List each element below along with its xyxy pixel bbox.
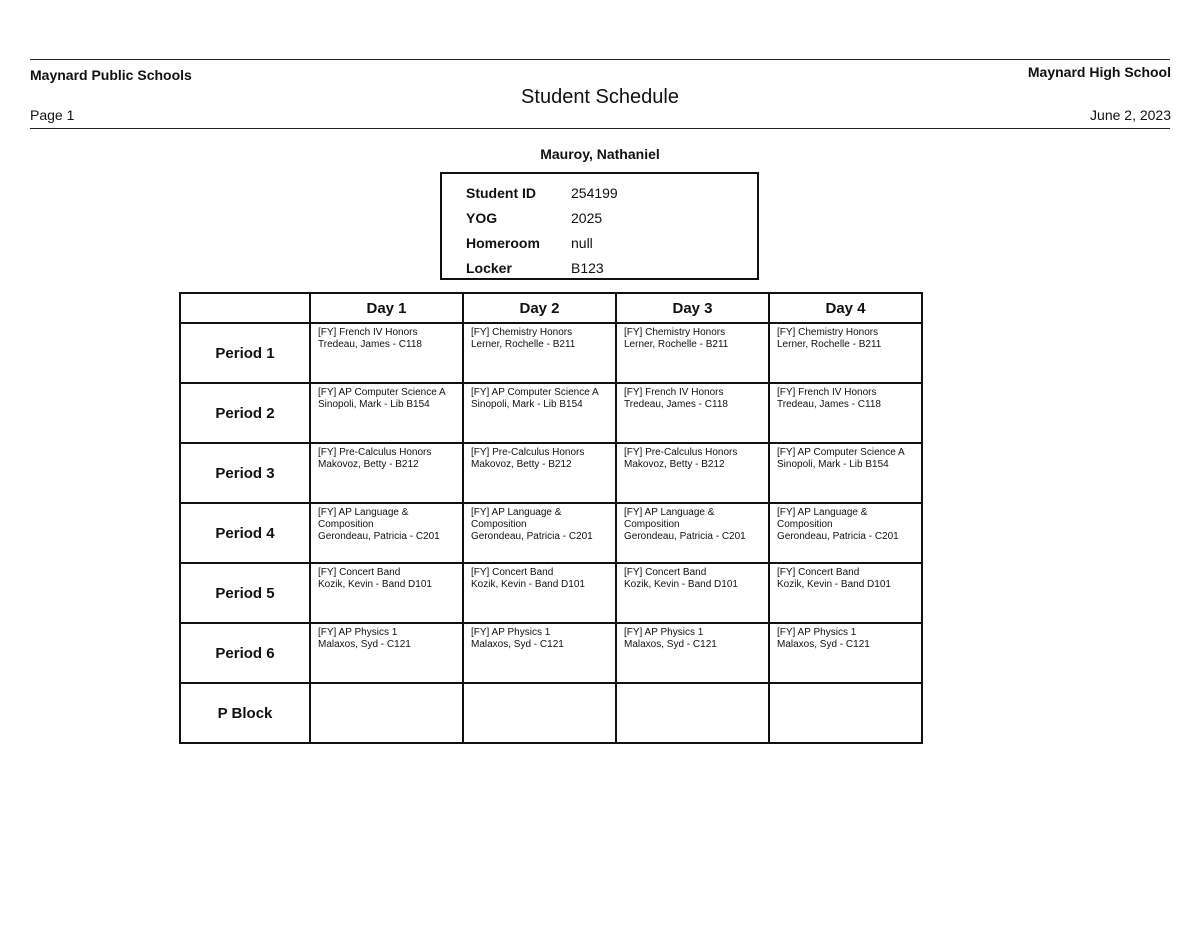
course-name: [FY] French IV Honors: [318, 327, 418, 338]
schedule-cell: [310, 623, 463, 683]
class-entry: [617, 504, 768, 543]
teacher-room: Lerner, Rochelle - B211: [624, 339, 729, 350]
course-name: [FY] Pre-Calculus Honors: [624, 447, 738, 458]
schedule-cell: [769, 563, 922, 623]
course-name: [FY] Chemistry Honors: [471, 327, 573, 338]
period-label: Period 5: [180, 563, 310, 623]
schedule-cell: [310, 683, 463, 743]
course-name: [FY] AP Physics 1: [471, 627, 551, 638]
class-entry: [617, 324, 768, 351]
course-name: [FY] Concert Band: [471, 567, 554, 578]
period-row: [180, 623, 922, 683]
teacher-room: Gerondeau, Patricia - C201: [471, 531, 593, 542]
schedule-cell: [463, 623, 616, 683]
schedule-cell: [310, 443, 463, 503]
day-header: Day 4: [769, 293, 922, 323]
schedule-cell: [616, 323, 769, 383]
teacher-room: Makovoz, Betty - B212: [318, 459, 419, 470]
page-title: Student Schedule: [521, 86, 679, 108]
class-entry: [311, 684, 462, 687]
schedule-body: [180, 323, 922, 743]
class-entry: [311, 384, 462, 411]
class-entry: [311, 624, 462, 651]
period-label: Period 2: [180, 383, 310, 443]
class-entry: [770, 384, 921, 411]
course-name: [FY] AP Physics 1: [777, 627, 857, 638]
schedule-cell: [769, 683, 922, 743]
school-name: Maynard High School: [1027, 64, 1171, 80]
schedule-cell: [616, 563, 769, 623]
period-row: [180, 323, 922, 383]
schedule-cell: [463, 323, 616, 383]
class-entry: [617, 684, 768, 687]
course-name: [FY] French IV Honors: [777, 387, 877, 398]
teacher-room: Malaxos, Syd - C121: [471, 639, 564, 650]
homeroom-value: null: [571, 235, 593, 251]
course-name: [FY] Concert Band: [318, 567, 401, 578]
class-entry: [617, 564, 768, 591]
class-entry: [464, 384, 615, 411]
teacher-room: Malaxos, Syd - C121: [624, 639, 717, 650]
course-name: [FY] AP Language & Composition: [471, 507, 562, 530]
header-bottom-rule: [30, 128, 1170, 129]
student-info-box: [440, 172, 759, 280]
class-entry: [617, 444, 768, 471]
course-name: [FY] AP Language & Composition: [624, 507, 715, 530]
period-label: Period 6: [180, 623, 310, 683]
class-entry: [464, 684, 615, 687]
student-id-value: 254199: [571, 185, 618, 201]
teacher-room: Gerondeau, Patricia - C201: [777, 531, 899, 542]
course-name: [FY] AP Physics 1: [624, 627, 704, 638]
course-name: [FY] Pre-Calculus Honors: [471, 447, 585, 458]
class-entry: [311, 444, 462, 471]
day-header: Day 2: [463, 293, 616, 323]
schedule-cell: [463, 503, 616, 563]
locker-value: B123: [571, 260, 604, 276]
schedule-cell: [616, 443, 769, 503]
schedule-cell: [463, 443, 616, 503]
teacher-room: Tredeau, James - C118: [777, 399, 881, 410]
schedule-cell: [769, 623, 922, 683]
yog-value: 2025: [571, 210, 603, 226]
class-entry: [464, 624, 615, 651]
course-name: [FY] French IV Honors: [624, 387, 724, 398]
schedule-cell: [769, 323, 922, 383]
schedule-cell: [310, 563, 463, 623]
teacher-room: Gerondeau, Patricia - C201: [318, 531, 440, 542]
class-entry: [770, 504, 921, 543]
course-name: [FY] Concert Band: [777, 567, 860, 578]
field-label: Locker: [466, 260, 512, 276]
schedule-cell: [463, 383, 616, 443]
course-name: [FY] Chemistry Honors: [777, 327, 879, 338]
field-label: Homeroom: [466, 235, 540, 251]
teacher-room: Malaxos, Syd - C121: [777, 639, 870, 650]
period-row: [180, 683, 922, 743]
teacher-room: Lerner, Rochelle - B211: [471, 339, 576, 350]
course-name: [FY] AP Physics 1: [318, 627, 398, 638]
class-entry: [770, 324, 921, 351]
period-row: [180, 383, 922, 443]
period-label: P Block: [180, 683, 310, 743]
class-entry: [617, 384, 768, 411]
course-name: [FY] Concert Band: [624, 567, 707, 578]
class-entry: [617, 624, 768, 651]
class-entry: [464, 444, 615, 471]
teacher-room: Sinopoli, Mark - Lib B154: [777, 459, 889, 470]
period-label: Period 3: [180, 443, 310, 503]
student-name: Mauroy, Nathaniel: [540, 146, 660, 162]
report-date: June 2, 2023: [1090, 107, 1171, 123]
period-row: [180, 563, 922, 623]
teacher-room: Kozik, Kevin - Band D101: [318, 579, 432, 590]
schedule-cell: [769, 503, 922, 563]
period-label: Period 1: [180, 323, 310, 383]
schedule-cell: [463, 563, 616, 623]
course-name: [FY] AP Computer Science A: [777, 447, 905, 458]
class-entry: [464, 564, 615, 591]
teacher-room: Kozik, Kevin - Band D101: [471, 579, 585, 590]
class-entry: [311, 504, 462, 543]
page-number: Page 1: [30, 107, 75, 123]
district-name: Maynard Public Schools: [30, 67, 192, 83]
teacher-room: Tredeau, James - C118: [318, 339, 422, 350]
period-row: [180, 443, 922, 503]
period-label: Period 4: [180, 503, 310, 563]
schedule-cell: [463, 683, 616, 743]
schedule-cell: [616, 623, 769, 683]
field-label: YOG: [466, 210, 498, 226]
teacher-room: Gerondeau, Patricia - C201: [624, 531, 746, 542]
teacher-room: Makovoz, Betty - B212: [624, 459, 725, 470]
course-name: [FY] AP Language & Composition: [777, 507, 868, 530]
schedule-table: [179, 292, 923, 744]
period-row: [180, 503, 922, 563]
schedule-cell: [769, 383, 922, 443]
course-name: [FY] Pre-Calculus Honors: [318, 447, 432, 458]
class-entry: [311, 564, 462, 591]
class-entry: [770, 684, 921, 687]
corner-cell: [180, 293, 310, 323]
teacher-room: Kozik, Kevin - Band D101: [777, 579, 891, 590]
class-entry: [464, 324, 615, 351]
teacher-room: Malaxos, Syd - C121: [318, 639, 411, 650]
teacher-room: Tredeau, James - C118: [624, 399, 728, 410]
header-top-rule: [30, 59, 1170, 60]
field-label: Student ID: [466, 185, 536, 201]
class-entry: [770, 624, 921, 651]
teacher-room: Kozik, Kevin - Band D101: [624, 579, 738, 590]
teacher-room: Sinopoli, Mark - Lib B154: [318, 399, 430, 410]
course-name: [FY] AP Computer Science A: [471, 387, 599, 398]
schedule-cell: [310, 503, 463, 563]
teacher-room: Makovoz, Betty - B212: [471, 459, 572, 470]
schedule-cell: [310, 383, 463, 443]
class-entry: [770, 564, 921, 591]
schedule-cell: [616, 383, 769, 443]
class-entry: [311, 324, 462, 351]
teacher-room: Lerner, Rochelle - B211: [777, 339, 882, 350]
class-entry: [770, 444, 921, 471]
day-header: Day 1: [310, 293, 463, 323]
course-name: [FY] AP Computer Science A: [318, 387, 446, 398]
schedule-header-row: [180, 293, 922, 323]
schedule-cell: [769, 443, 922, 503]
teacher-room: Sinopoli, Mark - Lib B154: [471, 399, 583, 410]
schedule-cell: [310, 323, 463, 383]
day-header: Day 3: [616, 293, 769, 323]
schedule-cell: [616, 683, 769, 743]
class-entry: [464, 504, 615, 543]
schedule-cell: [616, 503, 769, 563]
course-name: [FY] AP Language & Composition: [318, 507, 409, 530]
course-name: [FY] Chemistry Honors: [624, 327, 726, 338]
